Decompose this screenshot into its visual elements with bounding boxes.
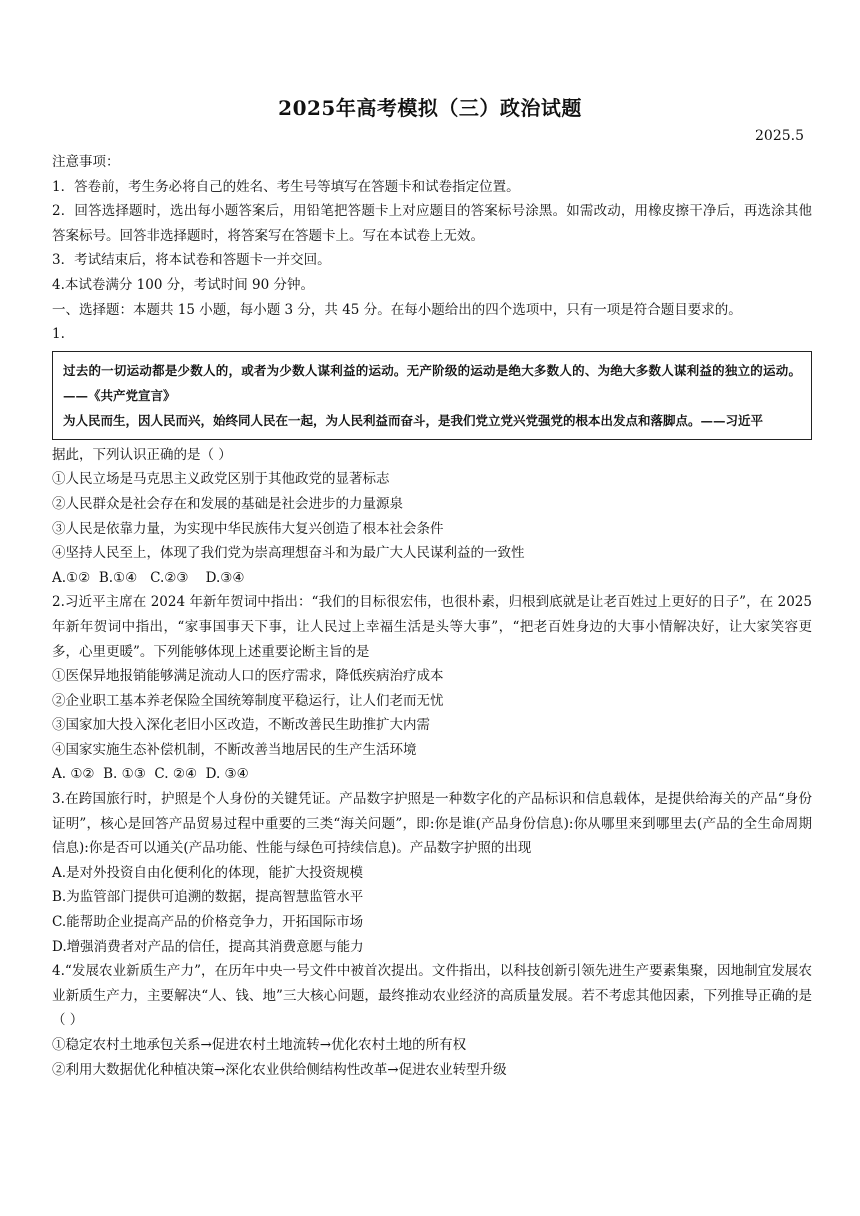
quote-box [52, 351, 812, 440]
question-2-stem: 2.习近平主席在 2024 年新年贺词中指出：“我们的目标很宏伟，也很朴素，归根到底就是让老百姓过上更好的日子”，在 2025 年新年贺词中指出，“家事国事天下事，让人民过上幸福生活是头等大事”，“把老百姓身边的大事小情解决好，让大家笑容更多，心里更暖”。下列能够体现上述重要论断主旨的是 [52, 594, 812, 660]
question-1-stem: 据此，下列认识正确的是（ ） [52, 446, 232, 463]
notice-item-4: 4.本试卷满分 100 分，考试时间 90 分钟。 [52, 276, 314, 293]
question-2-options: A. ①② B. ①③ C. ②④ D. ③④ [52, 766, 249, 783]
question-2-item: ④国家实施生态补偿机制，不断改善当地居民的生产生活环境 [52, 741, 417, 758]
question-1-item: ③人民是依靠力量，为实现中华民族伟大复兴创造了根本社会条件 [52, 520, 444, 537]
question-1-item: ①人民立场是马克思主义政党区别于其他政党的显著标志 [52, 471, 390, 488]
question-1-item: ②人民群众是社会存在和发展的基础是社会进步的力量源泉 [52, 495, 403, 512]
question-1-options: A.①② B.①④ C.②③ D.③④ [52, 569, 245, 586]
question-4-stem: 4.“发展农业新质生产力”，在历年中央一号文件中被首次提出。文件指出，以科技创新引领先进生产要素集聚，因地制宜发展农业新质生产力，主要解决“人、钱、地”三大核心问题，最终推动农业经济的高质量发展。若不考虑其他因素，下列推导正确的是（ ） [52, 963, 812, 1029]
page-title: 2025年高考模拟（三）政治试题 [278, 96, 582, 120]
quote-manifesto: 过去的一切运动都是少数人的，或者为少数人谋利益的运动。无产阶级的运动是绝大多数人的、为绝大多数人谋利益的独立的运动。——《共产党宣言》 [63, 362, 801, 403]
notice-item-3: 3．考试结束后，将本试卷和答题卡一并交回。 [52, 252, 331, 269]
exam-date: 2025.5 [755, 128, 804, 144]
question-2-item: ③国家加大投入深化老旧小区改造，不断改善民生助推扩大内需 [52, 717, 430, 734]
notice-item-2: 2．回答选择题时，选出每小题答案后，用铅笔把答题卡上对应题目的答案标号涂黑。如需改动，用橡皮擦干净后，再选涂其他答案标号。回答非选择题时，将答案写在答题卡上。写在本试卷上无效。 [52, 203, 812, 244]
question-2-item: ①医保异地报销能够满足流动人口的医疗需求，降低疾病治疗成本 [52, 668, 444, 685]
question-1-number: 1. [52, 326, 65, 343]
question-1-item: ④坚持人民至上，体现了我们党为崇高理想奋斗和为最广大人民谋利益的一致性 [52, 545, 525, 562]
question-3-option-d: D.增强消费者对产品的信任，提高其消费意愿与能力 [52, 938, 364, 955]
question-4-item: ①稳定农村土地承包关系→促进农村土地流转→优化农村土地的所有权 [52, 1037, 467, 1053]
question-3-option-c: C.能帮助企业提高产品的价格竞争力，开拓国际市场 [52, 914, 364, 931]
exam-content [52, 150, 812, 1082]
notice-heading: 注意事项： [52, 154, 120, 170]
quote-xi: 为人民而生，因人民而兴，始终同人民在一起，为人民利益而奋斗，是我们党立党兴党强党的根本出发点和落脚点。——习近平 [63, 412, 764, 428]
question-3-option-a: A.是对外投资自由化便利化的体现，能扩大投资规模 [52, 864, 364, 881]
question-2-item: ②企业职工基本养老保险全国统筹制度平稳运行，让人们老而无忧 [52, 692, 444, 709]
section-heading: 一、选择题：本题共 15 小题，每小题 3 分，共 45 分。在每小题给出的四个选项中，只有一项是符合题目要求的。 [52, 301, 742, 318]
question-4-item: ②利用大数据优化种植决策→深化农业供给侧结构性改革→促进农业转型升级 [52, 1061, 507, 1078]
notice-item-1: 1．答卷前，考生务必将自己的姓名、考生号等填写在答题卡和试卷指定位置。 [52, 178, 520, 195]
question-3-stem: 3.在跨国旅行时，护照是个人身份的关键凭证。产品数字护照是一种数字化的产品标识和信息载体，是提供给海关的产品“身份证明”，核心是回答产品贸易过程中重要的三类“海关问题”，即:你是谁(产品身份信息):你从哪里来到哪里去(产品的全生命周期信息):你是否可以通关(产品功能、性能与绿色可持续信息)。产品数字护照的出现 [52, 791, 812, 857]
question-3-option-b: B.为监管部门提供可追溯的数据，提高智慧监管水平 [52, 889, 364, 906]
